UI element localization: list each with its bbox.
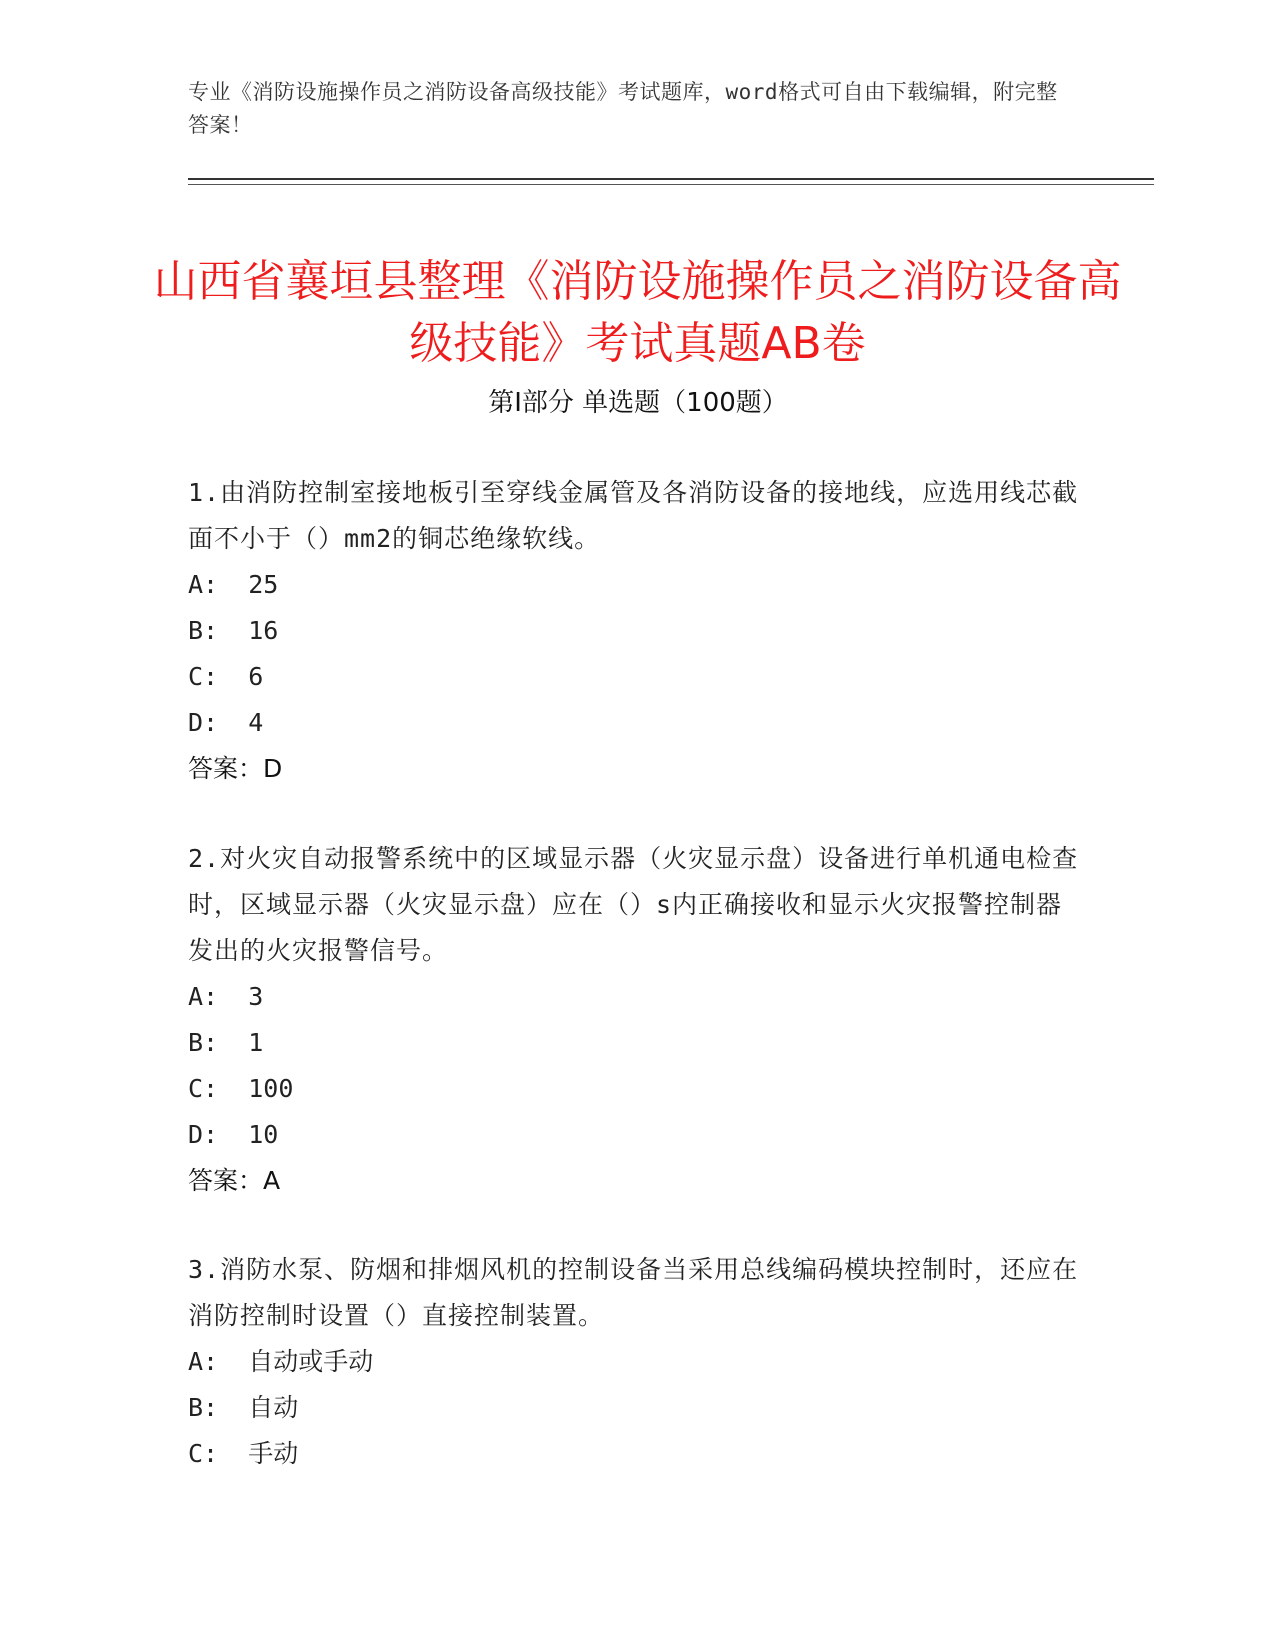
option-text: 16 — [248, 616, 279, 645]
question-stem: 1.由消防控制室接地板引至穿线金属管及各消防设备的接地线，应选用线芯截面不小于（）mm2的铜芯绝缘软线。 — [188, 478, 1079, 553]
option-label: C: — [188, 1439, 219, 1468]
option-text: 6 — [248, 662, 264, 691]
option-c — [188, 1431, 1088, 1477]
option-label: C: — [188, 1074, 219, 1103]
option-text: 4 — [248, 708, 264, 737]
option-b — [188, 1020, 1088, 1066]
option-a — [188, 974, 1088, 1020]
option-label: D: — [188, 708, 219, 737]
option-a — [188, 1339, 1088, 1385]
option-c — [188, 1066, 1088, 1112]
option-label: D: — [188, 1120, 219, 1149]
option-text: 100 — [248, 1074, 294, 1103]
header-divider-thick — [188, 178, 1154, 180]
option-label: A: — [188, 982, 219, 1011]
option-text: 3 — [248, 982, 264, 1011]
option-text: 手动 — [248, 1439, 299, 1468]
option-label: A: — [188, 1347, 219, 1376]
option-d — [188, 1112, 1088, 1158]
answer: 答案：D — [188, 754, 283, 783]
option-label: B: — [188, 616, 219, 645]
option-c — [188, 654, 1088, 700]
option-label: C: — [188, 662, 219, 691]
option-d — [188, 700, 1088, 746]
option-text: 1 — [248, 1028, 264, 1057]
question-2 — [188, 836, 1088, 1204]
option-a — [188, 562, 1088, 608]
option-b — [188, 1385, 1088, 1431]
document-title: 山西省襄垣县整理《消防设施操作员之消防设备高级技能》考试真题AB卷 — [153, 256, 1122, 370]
option-text: 自动或手动 — [248, 1347, 374, 1376]
header-note: 专业《消防设施操作员之消防设备高级技能》考试题库，word格式可自由下载编辑，附完整答案！ — [188, 80, 1058, 137]
question-1 — [188, 470, 1088, 792]
option-label: B: — [188, 1393, 219, 1422]
option-text: 自动 — [248, 1393, 299, 1422]
option-text: 10 — [248, 1120, 279, 1149]
question-stem: 3.消防水泵、防烟和排烟风机的控制设备当采用总线编码模块控制时，还应在消防控制时设置（）直接控制装置。 — [188, 1255, 1079, 1330]
section-title: 第Ⅰ部分 单选题（100题） — [488, 388, 788, 418]
option-label: B: — [188, 1028, 219, 1057]
option-text: 25 — [248, 570, 279, 599]
option-b — [188, 608, 1088, 654]
question-stem: 2.对火灾自动报警系统中的区域显示器（火灾显示盘）设备进行单机通电检查时，区域显示器（火灾显示盘）应在（）s内正确接收和显示火灾报警控制器发出的火灾报警信号。 — [188, 844, 1079, 965]
header-divider-thin — [188, 184, 1154, 185]
question-3 — [188, 1247, 1088, 1477]
answer: 答案：A — [188, 1166, 281, 1195]
option-label: A: — [188, 570, 219, 599]
